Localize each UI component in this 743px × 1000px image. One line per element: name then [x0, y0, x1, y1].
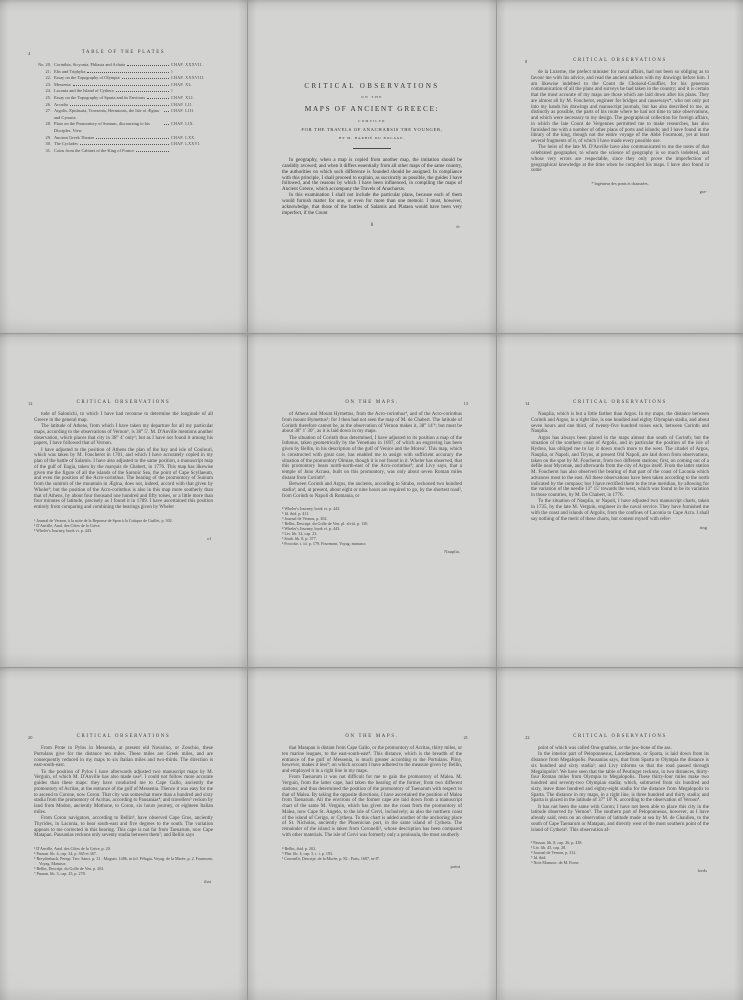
plate-entry-number: 28. — [45, 121, 51, 127]
catchword: of — [207, 535, 211, 541]
footnote: ⁴ Pausan. lib. 4, cap. 34, p. 365 et 367. — [34, 851, 97, 856]
plate-entry-chapter: CHAP. LXXVI. — [171, 142, 201, 147]
page-body — [34, 746, 213, 839]
page-number: 8 — [525, 58, 528, 64]
dot-leader — [136, 151, 169, 152]
plate-entry-number: No. 20. — [37, 62, 51, 67]
dot-leader — [80, 144, 169, 145]
page-paper — [503, 670, 737, 998]
plate-entry — [34, 148, 213, 155]
dot-leader — [127, 65, 169, 66]
page-body — [531, 70, 709, 174]
plate-entry-title: Arcadia — [54, 101, 68, 107]
plate-entry-title: Messenia — [54, 81, 71, 87]
paragraph: Argos has always been placed in the maps almost due south of Corinth; but the situation of the southern coast of Argolis, and in particular the position of the isle of Hydrea, has obliged me to lay it down much more to the west. The citadel of Argos, Nauplia, or Napoli, and Tiryns, at present Old Napoli, are laid down from observations, taken on the spot by M. Foucherot, from two different stations; first, on coming out of a defile near Mycenae, and afterwards from the city of Argos itself. From the latter station M. Foucherot has also observed the bearing of that part of the coast of Laconia which advances most to the east. All these observations have been taken according to the north indicated by the compass; but I have rectified them to the true meridian, by allowing for the variation of the needle 13° 15′ towards the west, which was found to be its variation in those countries, by M. De Chabert, in 1776. — [531, 435, 709, 498]
plate-list — [34, 62, 213, 154]
scanned-page-table-of-plates — [0, 0, 247, 333]
paragraph: In this examination I shall not include the particular plans, because each of them would furnish matter for one, or even for more than one memoir. I must, however, acknowledge, that those of the battles of Salamis and Plataea would have been very imperfect, if the Count — [282, 193, 462, 216]
running-head-title: ON THE MAPS. — [345, 400, 399, 405]
scanned-page-20 — [0, 668, 247, 1000]
plate-entry-chapter: CHAP. XXXVIII. — [171, 76, 205, 81]
ornamental-rule — [353, 148, 391, 149]
footnote: ¹ Coronelli, Descript. de la Morée, p. 82 : Paris, 1687, in-8º. — [282, 855, 381, 861]
page-number: 14 — [525, 400, 530, 406]
plate-entry — [34, 69, 213, 76]
plate-entry — [34, 62, 213, 69]
dot-leader — [96, 138, 169, 139]
running-head-title: CRITICAL OBSERVATIONS — [573, 400, 667, 405]
plate-entry-chapter: CHAP. LXX. — [171, 135, 196, 140]
page-paper — [503, 336, 737, 665]
author-line: BY M. BARBIÉ DU BOCAGE. — [338, 136, 406, 140]
plate-entry-chapter: CHAP. LIII. — [171, 109, 195, 114]
page-body — [34, 412, 213, 511]
paragraph: Between Corinth and Argos, the ancients, according to Strabo, reckoned two hundred stadia¹; and, at present, about eight or nine hours are required to go, by the shortest road², from Corinth to Napoli di Romania, or — [282, 482, 462, 499]
catchword: gra- — [699, 189, 707, 194]
plate-entry-title: Elis and Triphylia — [54, 68, 86, 74]
paragraph: of Athens and Mount Hymettus, from the Acro-corinthus⁴, and of the Acro-corinthus from mount Hymettus⁵; for I then had not seen the map of M. de Chabert. The latitude of Corinth therefore cannot be, as the observation of Vernon makes it, 38° 14′⁶; but must be about 38° 1′ 30″, as it is laid down in my maps. — [282, 412, 462, 435]
page-number: 4 — [28, 50, 31, 56]
paragraph: It has not been the same with Coron; I have not been able to place this city in the latitude observed by Vernon⁵. The southern part of Peloponnesus, however, as I have already said, rests on an observation of latitude made at sea by M. de Chaulieu, to the south of Cape Taenarum or Matapan, and directly west of the most southern point of the island of Cythera⁶. This observation af- — [531, 804, 709, 833]
footnote: ⁹ Liv. lib. 32, cap. 23. — [282, 531, 318, 537]
plate-entry-number: 21. — [45, 68, 51, 74]
running-head — [282, 734, 468, 740]
footnotes — [34, 518, 213, 533]
plate-entry — [34, 135, 213, 142]
plate-entry-title: Plato on the Promontory of Sunium, discoursing to his Disciples. View — [54, 121, 150, 133]
scanned-page-21 — [248, 668, 496, 1000]
page-number: 21 — [463, 734, 468, 740]
dot-leader — [164, 124, 169, 125]
page-body — [531, 746, 709, 833]
footnote: ² D'Anville, Anal. des Côtes de la Grèce. — [34, 522, 101, 528]
plate-entry-number: 30. — [45, 141, 51, 147]
main-title: CRITICAL OBSERVATIONS — [304, 82, 440, 90]
subtitle: MAPS OF ANCIENT GREECE: — [304, 104, 440, 113]
plate-entry-title: Essay on the Topography of Olympia — [54, 75, 120, 81]
plate-entry-number: 31. — [45, 147, 51, 153]
paragraph: The latitude of Athens, from which I have taken my departure for all my particular maps, according to the observations of Vernon¹, is 38° 5′. M. D'Anville mentions another observation, which places that city in 38° 4′ only²; but as I have not found it among his papers, I have followed that of Vernon. — [34, 424, 213, 447]
footnotes — [282, 846, 462, 861]
running-head — [525, 400, 709, 406]
dot-leader — [164, 111, 169, 112]
footnote: ¹ Journal de Vernon, à la suite de la Reponse de Spon à la Critique de Guillet, p. 302. — [34, 517, 173, 523]
plate-entry-title: Coins from the Cabinet of the King of France — [54, 147, 134, 153]
dot-leader — [87, 72, 169, 73]
scanned-page-14 — [497, 334, 743, 667]
plate-entry — [34, 121, 213, 134]
running-head-title: CRITICAL OBSERVATIONS — [76, 734, 171, 739]
paragraph: The situation of Corinth thus determined, I have adjusted to its position a map of the Isthmus, taken geometrically by the Venetians in 1697, of which an engraving has been given by Bellin, in his description of the gulf of Venice and the Morea⁷. This map, which is constructed with great care, has enabled me to assign with sufficient accuracy the situation of the promontory Olmiae, though it is not found in it. Wheler has observed, that this promontory bears north-north-east of the Acro-corinthus⁸; and Livy says, that a temple of Juno Acraea, built on this promontory, was only about seven Roman miles distant from Corinth⁹. — [282, 435, 462, 481]
footnotes — [282, 506, 462, 546]
plate-entry-chapter: CHAP. XXXVII. — [171, 63, 203, 67]
plate-entry-number: 26. — [45, 101, 51, 107]
paragraph: point of which was called Onu-gnathos, or the jaw-bone of the ass. — [538, 746, 672, 751]
page-paper — [6, 336, 241, 665]
footnotes — [34, 846, 213, 876]
paragraph: To the position of Pylos I have afterwards adjusted two manuscript maps by M. Verguin, of which M. D'Anville has also made use³. I could not follow more accurate guides than these maps: they have conducted me to Cape Gallo, anciently the promontory of Acritas, at the entrance of the gulf of Messenia. Thence it was easy for me to ascend to Corone, now Coron. That city was somewhat more than a hundred and sixty stadia from the promontory of Acritas, according to Pausanias⁴; and travellers⁵ reckon by land from Modon, anciently Mothone, to Coron, six hours journey, or eighteen Italian miles. — [34, 769, 213, 815]
scanned-page-8 — [497, 0, 743, 333]
footnote: ⁴ Journal de Vernon, p. 312. — [531, 850, 577, 856]
footnote: ⁵ Id. ibid. p. 411. — [282, 511, 310, 517]
paragraph: From Taenarum it was not difficult for me to gain the promontory of Malea. M. Verguin, from the latter cape, had taken the bearing of the former, from two different stations; and thus determined the position of the promontory of Taenarum with respect to that of Malea. By taking the opposite directions, I have ascertained the position of Malea from Taenarum. All the environs of the former cape are laid down from a manuscript chart of the same M. Verguin, which has given me the coast from the promontory of Malea, now Cape St. Angelo, to the isle of Cervi, inclusively; as also the northern coast of the island of Cerigo, or Cythera. To this chart is added another of the anchoring place of St. Nicholas, anciently the Phoenician port, in the same island of Cythera. The remainder of the island is taken from Coronelli¹, whose description has been compared with other materials. The isle of Cervi was formerly only a peninsula, the most southerly — [282, 775, 462, 838]
plate-entry-chapter: CHAP. XL. — [171, 82, 193, 87]
paragraph: Nauplia, which is but a little farther than Argos. In my maps, the distance between Corinth and Argos, in a right line, is one hundred and eighty Olympian stadia, and about seven hours and one third, of twenty-five hundred toises each, between Corinth and Nauplia. — [531, 412, 709, 435]
page-number: 6 — [370, 223, 374, 229]
page-body — [282, 746, 462, 839]
plate-entry-chapter: } — [171, 89, 174, 94]
running-head-title: ON THE MAPS. — [345, 734, 399, 739]
page-body — [531, 412, 709, 522]
paragraph: The heirs of the late M. D'Anville have also communicated to me the notes of that celebrated geographer, to whom the science of geography is so much indebted, and whose very errors are respectable, since they only prove the imperfection of geographical knowledge at the time when he compiled his maps. I have also found in some — [531, 145, 709, 174]
page-number: 20 — [28, 734, 33, 740]
dot-leader — [73, 85, 169, 86]
plate-entry — [34, 88, 213, 95]
catchword: ring — [699, 525, 707, 531]
plate-entry-title: Essay on the Topography of Sparta and its Environs — [54, 94, 146, 100]
scanned-page-13 — [248, 334, 496, 667]
catchword: fords — [697, 868, 707, 874]
plate-entry — [34, 95, 213, 102]
paragraph: To the situation of Nauplia, or Napoli, I have adjusted two manuscript charts, taken in 1735, by the late M. Verguin, engineer in the naval service. They have furnished me with the coast and islands of Argolis, from the confines of Laconia to Cape Acra. I shall say nothing of the merit of these charts, but content myself with refer- — [531, 499, 709, 522]
footnote: ⁶ Journal de Vernon, p. 302. — [282, 516, 328, 522]
footnote: ² Pausan. lib. 8, cap. 26, p. 438. — [531, 840, 583, 846]
plate-entry-number: 22. — [45, 75, 51, 81]
plate-entry-number: 24. — [45, 88, 51, 94]
scanned-page-title — [248, 0, 496, 333]
footnote: ⁴ Wheler's Journey, book vi. p. 443. — [282, 506, 341, 512]
plate-entry-title: Laconia and the Island of Cythera — [54, 88, 114, 94]
plate-entry-title: Ancient Greek Theatre — [54, 134, 95, 140]
plate-entry-number: 25. — [45, 94, 51, 100]
paragraph: I have adjusted to the position of Athens the plan of the bay and isle of Coulouri, which was taken by M. Foucherot in 1781, and which I have accurately copied in my plan of the battle of Salamis. I have also adjusted to the same position, a manuscript map of the gulf of Engia, taken by the marquis de Chabert, in 1776. This map has likewise given me the figure of all the islands of the Saronic Sea, the point of Cape Scyllaeum, and even the position of the Acro-corinthus. The bearing of the promontory of Sunium from the summit of the mountain in Ægina, does not, indeed, accord with that given by Wheler³; but the position of the Acro-corinthus is also in this map more southerly than that of Athens, by about four thousand one hundred and fifty toises, or a little more than four minutes of latitude, precisely as I found it in 1789. I have ascertained this position entirely from comparing and combining the bearings given by Wheler — [34, 447, 213, 510]
running-head — [28, 50, 213, 56]
footnote: ³ D'Anville, Anal. des Côtes de la Grèce, p. 20. — [34, 846, 111, 851]
paragraph: de la Luzerne, the prefect minister for naval affairs, had not been so obliging as to favour me with his advice, and read the ancient authors with my drawings before him. I am likewise indebted to the Count de Choiseul-Gouffier, for his generous communication of all the plans and surveys he had taken in the country; and it is certain that the most accurate of my maps are those which are laid down after his plans. They are almost all by M. Foucherot, engineer for bridges and causeways*, who not only put into my hands his drawings and manuscript journals, but has also described to me, as distinctly as possible, the parts of his route where he had not time to take observations, and which were necessary to my design. The geographical collection for foreign affairs, in which the late Count de Vergennes permitted me to make researches, has also furnished me with a number of other plans of ports and islands; and I have found in the library of the king, though not the entire voyage of the Abbé Fourmont, yet at least several fragments of it, of which I have made every possible use. — [531, 70, 709, 144]
plate-entry-number: 23. — [45, 81, 51, 87]
footnote: ² Pococke, t. iii. p. 179. Fourmont, Voyag. manuscr. — [282, 541, 367, 547]
footnote: ⁹ Plin. lib. 4, cap. 5, t. i. p. 193. — [282, 850, 334, 856]
dot-leader — [147, 98, 169, 99]
work-line: FOR THE TRAVELS OF ANACHARSIS THE YOUNGER, — [301, 127, 443, 132]
running-head-title: CRITICAL OBSERVATIONS — [573, 734, 667, 739]
footnote: ⁸ Wheler's Journey, book vi. p. 443. — [282, 526, 341, 532]
plate-entry — [34, 141, 213, 148]
plate-entry-chapter: CHAP. LII. — [171, 102, 193, 107]
catchword: point — [450, 863, 460, 869]
scanned-page-22 — [497, 668, 743, 1000]
page-paper — [6, 670, 241, 998]
page-paper — [6, 2, 241, 331]
paragraph: In geography, when a map is copied from another map, the imitation should be candidly avowed; and when it differs essentially from all other maps of the same country, the authorities on which such difference is founded should be assigned. In compliance with this principle, I shall proceed to explain, as succinctly as possible, the guides I have followed, and the reasons by which I have been influenced, in compiling the maps of Ancient Greece, which accompany the Travels of Anacharsis. — [282, 158, 462, 193]
plate-entry-chapter: CHAP. LIX. — [171, 122, 195, 127]
footnote: ⁶ Note Manuscr. de M. Fosse. — [531, 860, 580, 866]
running-head-title: CRITICAL OBSERVATIONS — [573, 58, 667, 63]
plate-entry — [34, 102, 213, 109]
running-head — [282, 400, 468, 406]
page-number: 12 — [28, 400, 33, 406]
paragraph: In the interior part of Peloponnesus, Lacedaemon, or Sparta, is laid down from its distance from Megalopolis. Pausanias says, that from Sparta to Olympia the distance is six hundred and sixty stadia²; and Livy informs us that the road passed through Megalopolis³. We have seen that the table of Peutinger reckons, in two distances, thirty-four Roman miles from Olympia to Megalopolis. These thirty-four miles make two hundred and seventy-two Olympian stadia; which, subtracted from six hundred and sixty, leave three hundred and eighty-eight stadia for the distance from Megalopolis to Sparta. The distance in my maps, in a right line, is three hundred and thirty stadia; and Sparta is placed in the latitude of 37° 10′ N. according to the observation of Vernon⁴. — [531, 752, 709, 804]
footnotes — [531, 181, 709, 186]
running-head-title: CRITICAL OBSERVATIONS — [76, 400, 171, 405]
plate-entry — [34, 108, 213, 121]
page-number: 13 — [463, 400, 468, 406]
plate-entry-title: Corinthia, Sicyonia, Phliasia and Achaia — [54, 62, 125, 67]
plate-entry-title: The Cyclades — [54, 141, 79, 147]
plate-entry-title: Argolis, Epidauria, Troezenia, Hermionis, the Isle of Ægina and Cynuria — [54, 108, 159, 120]
footnote: ⁸ Bellin, ibid. p. 202. — [282, 845, 317, 851]
page-footer — [282, 223, 462, 231]
page-paper — [503, 2, 737, 331]
paragraph: From Prote to Pylos in Messenia, at present old Navarino, or Zonchio, these Portulans give for the distance ten miles. These miles are Greek miles, and are consequently reduced in my maps to six Italian miles and two-thirds. The direction is east-south-east. — [34, 746, 213, 769]
footnotes — [531, 840, 709, 865]
scanned-page-12 — [0, 334, 247, 667]
dot-leader — [122, 78, 169, 79]
page-paper — [254, 670, 490, 998]
running-head — [525, 58, 709, 64]
dot-leader — [116, 91, 169, 92]
running-head — [28, 734, 213, 740]
page-number: 22 — [525, 734, 530, 740]
footnote: ⁵ Id. ibid. — [531, 855, 547, 861]
dot-leader — [70, 105, 169, 106]
footnote: ³ Wheler's Journey, book vi. p. 443. — [34, 527, 93, 533]
page-paper — [254, 2, 490, 331]
running-head — [28, 400, 213, 406]
title-connector: ON THE — [361, 95, 383, 99]
page-paper — [254, 336, 490, 665]
catchword: that — [204, 879, 211, 884]
page-body — [282, 412, 462, 499]
catchword: Nauplia, — [444, 549, 460, 555]
footnote: ⁷ Bellin, Descript. du Golfe de Ven. pl. xlviii. p. 130. — [282, 521, 369, 527]
footnote: ⁶ Bellin, Descript. du Golfe de Ven. p. 202. — [34, 866, 105, 871]
paragraph: From Coron navigators, according to Bellin⁶, have observed Cape Gros, anciently Thyrides, in Laconia, to bear south-east and five degrees to the south. The variation appears to me corrected in this bearing. This cape is not far from Taenarum, now Cape Matapan. Pausanias reckons only seventy stadia between them⁷; and Bellin says — [34, 816, 213, 839]
catchword: de — [456, 224, 460, 230]
compiled-line: COMPILED — [358, 118, 386, 123]
running-head — [525, 734, 709, 740]
footnote: ¹ Strab. lib. 8, p. 377. — [282, 536, 317, 542]
footnote: ⁵ Breydenbach, Peregr. Terr. Sanct. p. 31 : Mogunt. 1486, in fol. Pélagia, Voyag. de la Marée, p. 2. Fourmont, Voyag. Manuscr. — [34, 856, 213, 866]
plate-entry-chapter: } — [171, 69, 174, 74]
running-head-title: TABLE OF THE PLATES — [81, 50, 166, 55]
plate-entry-chapter: CHAP. XLI. — [171, 95, 195, 100]
paragraph: tude of Salonichi, to which I have had recourse to determine the longitude of all Greece in the general map. — [34, 412, 213, 423]
plate-entry — [34, 75, 213, 82]
paragraph: that Matapan is distant from Cape Gallo, or the promontory of Acritas, thirty miles, or ten marine leagues, to the east-south-east⁸. This distance, which is the breadth of the entrance of the gulf of Messenia, is much greater according to the Portulans. Pliny, however, makes it less⁹; on which account I have adhered to the measure given by Bellin, and employed it in a right line in my maps. — [282, 746, 462, 774]
footnote: ³ Liv. lib. 45, cap. 28. — [531, 845, 567, 851]
plate-entry-number: 27. — [45, 108, 51, 114]
page-body — [282, 158, 462, 216]
footnote: * Ingénieur des ponts et chaussées. — [591, 181, 649, 186]
footnote: ⁷ Pausan. lib. 3, cap. 25, p. 278. — [34, 871, 86, 876]
plate-entry — [34, 82, 213, 89]
plate-entry-number: 29. — [45, 134, 51, 140]
